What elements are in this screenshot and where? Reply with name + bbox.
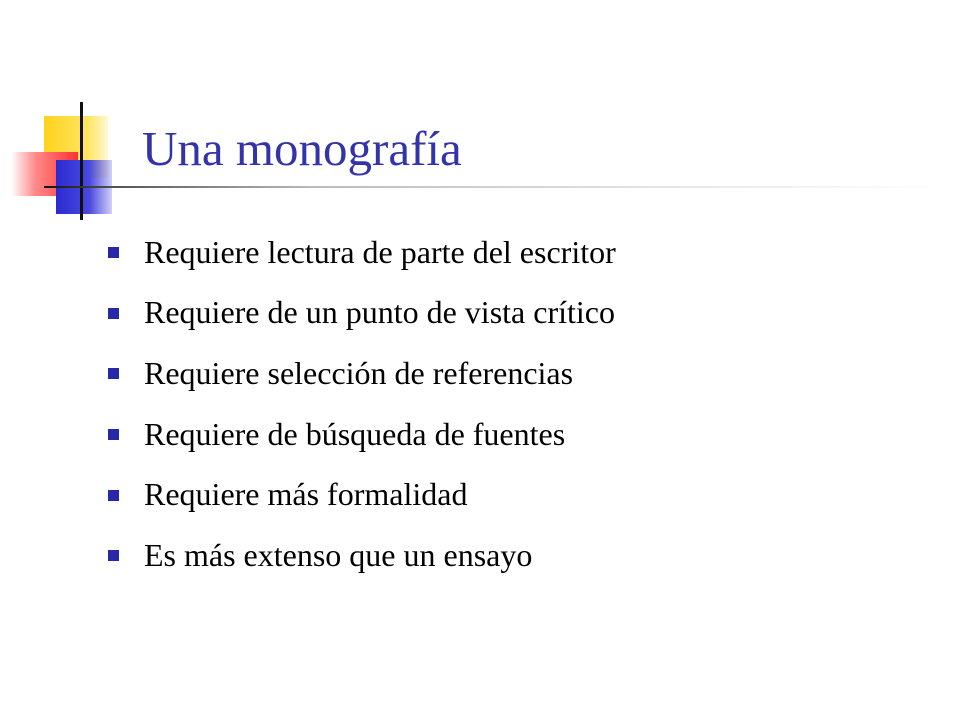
bullet-text: Requiere lectura de parte del escritor <box>144 233 616 270</box>
list-item <box>108 222 928 283</box>
bullet-list <box>108 222 928 586</box>
bullet-text: Requiere de un punto de vista crítico <box>144 294 615 331</box>
slide-title: Una monografía <box>142 121 462 176</box>
list-item <box>108 343 928 404</box>
bullet-text: Es más extenso que un ensayo <box>144 536 533 573</box>
bullet-text: Requiere de búsqueda de fuentes <box>144 415 566 452</box>
square-bullet-icon <box>108 368 119 379</box>
list-item <box>108 525 928 586</box>
square-bullet-icon <box>108 550 119 561</box>
list-item <box>108 404 928 465</box>
square-bullet-icon <box>108 308 119 319</box>
title-underline <box>44 186 944 188</box>
list-item <box>108 464 928 525</box>
colored-squares-logo-icon <box>0 0 140 230</box>
square-bullet-icon <box>108 429 119 440</box>
bullet-text: Requiere más formalidad <box>144 476 468 513</box>
square-bullet-icon <box>108 490 119 501</box>
list-item <box>108 283 928 344</box>
square-bullet-icon <box>108 247 119 258</box>
bullet-text: Requiere selección de referencias <box>144 354 574 391</box>
logo-vertical-line <box>80 102 83 220</box>
